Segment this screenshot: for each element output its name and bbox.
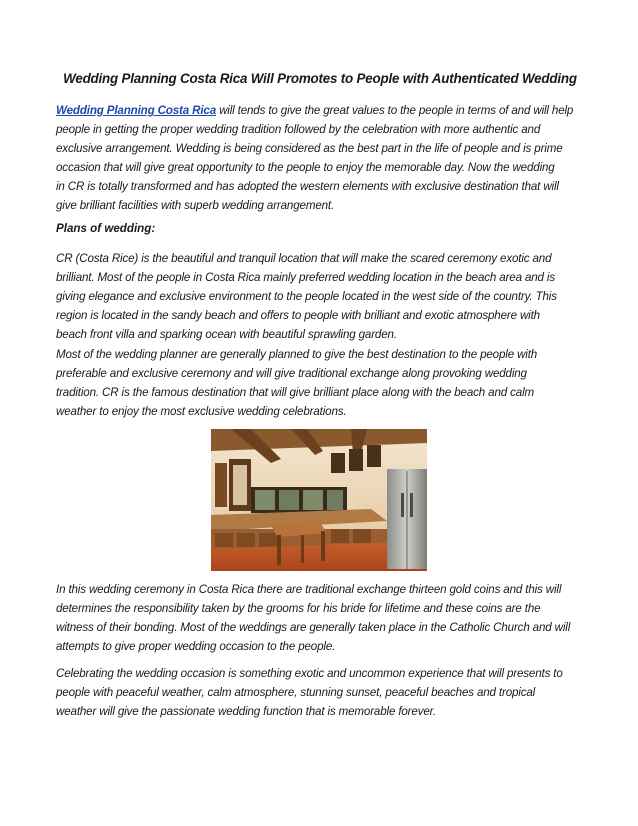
paragraph-line: Celebrating the wedding occasion is something exotic and uncommon experience that will presents to [56,667,563,680]
wedding-planning-link[interactable]: Wedding Planning Costa Rica [56,104,216,117]
intro-line: exclusive arrangement. Wedding is being considered as the best part in the life of people and is prime [56,142,563,155]
paragraph-line: weather to enjoy the most exclusive wedding celebrations. [56,405,347,418]
intro-line: give brilliant facilities with superb wedding arrangement. [56,199,335,212]
intro-line: people in getting the proper wedding tradition followed by the celebration with more authentic and [56,123,541,136]
paragraph-line: attempts to give proper wedding occasion to the people. [56,640,336,653]
paragraph-line: preferable and exclusive ceremony and will give traditional exchange along provoking wedding [56,367,527,380]
intro-line: occasion that will give great opportunity to the people to enjoy the memorable day. Now the wedding [56,161,555,174]
cr-paragraph [56,249,586,344]
plans-heading: Plans of wedding: [56,222,156,235]
document-title: Wedding Planning Costa Rica Will Promotes to People with Authenticated Wedding [63,71,577,86]
intro-line [56,101,586,120]
paragraph-line: weather will give the passionate wedding function that is memorable forever. [56,705,436,718]
ceremony-paragraph [56,580,586,656]
paragraph-line: brilliant. Most of the people in Costa Rica mainly preferred wedding location in the beach area and is [56,271,555,284]
paragraph-line: CR (Costa Rice) is the beautiful and tranquil location that will make the scared ceremony exotic and [56,252,552,265]
paragraph-line: tradition. CR is the famous destination that will give brilliant place along with the beach and calm [56,386,535,399]
paragraph-line: In this wedding ceremony in Costa Rica there are traditional exchange thirteen gold coins and this will [56,583,562,596]
paragraph-line: people with peaceful weather, calm atmosphere, stunning sunset, peaceful beaches and tropical [56,686,536,699]
intro-paragraph [56,101,586,215]
intro-line: in CR is totally transformed and has adopted the western elements with exclusive destination that will [56,180,559,193]
paragraph-line: giving elegance and exclusive environment to the people located in the west side of the country. This [56,290,557,303]
kitchen-photo [211,429,427,571]
planner-paragraph [56,345,586,421]
intro-line-rest: will tends to give the great values to the people in terms of and will help [216,104,574,117]
paragraph-line: determines the responsibility taken by the grooms for his bride for lifetime and these coins are the [56,602,541,615]
paragraph-line: region is located in the sandy beach and offers to people with brilliant and exotic atmosphere with [56,309,540,322]
paragraph-line: beach front villa and sparking ocean with beautiful sprawling garden. [56,328,397,341]
celebrating-paragraph [56,664,586,721]
paragraph-line: Most of the wedding planner are generally planned to give the best destination to the people with [56,348,538,361]
paragraph-line: witness of their bonding. Most of the weddings are generally taken place in the Catholic Church and will [56,621,571,634]
